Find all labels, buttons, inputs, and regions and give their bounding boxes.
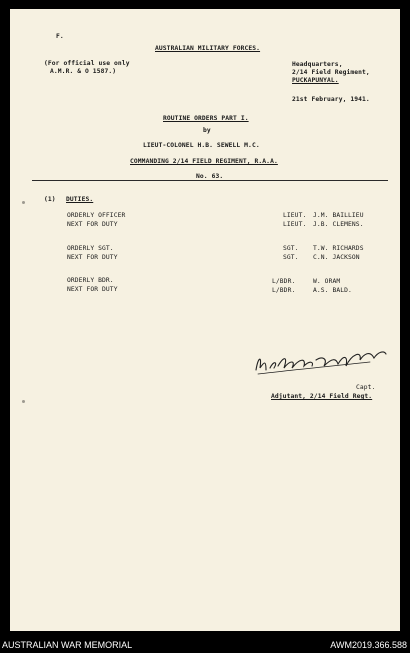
by-label: by	[203, 127, 211, 134]
orders-title: ROUTINE ORDERS PART I.	[163, 115, 249, 122]
footer-catalogue-id: AWM2019.366.588	[330, 640, 407, 650]
duty-name: W. ORAM	[313, 278, 341, 285]
duty-rank: L/BDR.	[272, 278, 296, 285]
duty-rank: SGT.	[283, 245, 299, 252]
duty-name: C.N. JACKSON	[313, 254, 360, 261]
corner-mark: F.	[56, 33, 64, 40]
duty-role: ORDERLY BDR.	[67, 277, 114, 284]
section-number: (1)	[44, 196, 56, 203]
signature-rank: Capt.	[356, 384, 376, 391]
hq-line3: PUCKAPUNYAL.	[292, 77, 339, 84]
duty-role: NEXT FOR DUTY	[67, 254, 118, 261]
order-number: No. 63.	[196, 173, 224, 180]
duty-name: J.B. CLEMENS.	[313, 221, 364, 228]
commander: LIEUT-COLONEL H.B. SEWELL M.C.	[143, 142, 260, 149]
duty-role: ORDERLY OFFICER	[67, 212, 126, 219]
heading: AUSTRALIAN MILITARY FORCES.	[155, 45, 261, 52]
command-line: COMMANDING 2/14 FIELD REGIMENT, R.A.A.	[130, 158, 278, 165]
duty-name: T.W. RICHARDS	[313, 245, 364, 252]
section-title: DUTIES.	[66, 196, 94, 203]
duty-rank: L/BDR.	[272, 287, 296, 294]
duty-role: NEXT FOR DUTY	[67, 221, 118, 228]
duty-role: NEXT FOR DUTY	[67, 286, 118, 293]
duty-rank: LIEUT.	[283, 212, 307, 219]
duty-role: ORDERLY SGT.	[67, 245, 114, 252]
duty-rank: SGT.	[283, 254, 299, 261]
official-use-line1: (For official use only	[44, 60, 130, 67]
punch-hole	[22, 400, 25, 403]
signature-title: Adjutant, 2/14 Field Regt.	[271, 393, 373, 400]
punch-hole	[22, 201, 25, 204]
duty-name: J.M. BAILLIEU	[313, 212, 364, 219]
duty-rank: LIEUT.	[283, 221, 307, 228]
official-use-line2: A.M.R. & O 1587.)	[50, 68, 117, 75]
hq-line1: Headquarters,	[292, 61, 343, 68]
horizontal-rule	[32, 180, 388, 181]
hq-line2: 2/14 Field Regiment,	[292, 69, 370, 76]
handwritten-signature	[252, 344, 392, 380]
duty-name: A.S. BALD.	[313, 287, 352, 294]
footer-institution: AUSTRALIAN WAR MEMORIAL	[2, 640, 133, 650]
date: 21st February, 1941.	[292, 96, 370, 103]
